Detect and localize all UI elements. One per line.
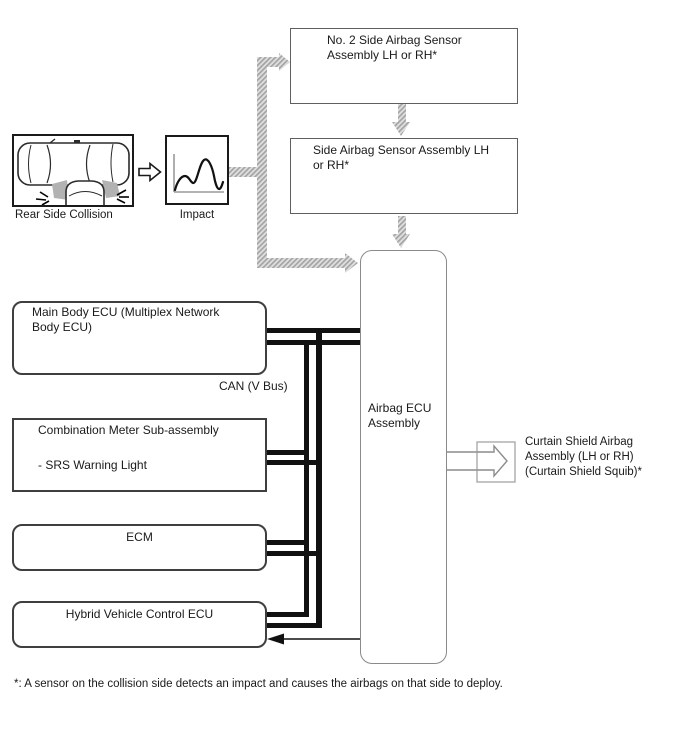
side-sensor-text-line2: or RH*	[313, 158, 350, 172]
arrowhead-left-icon	[267, 634, 284, 645]
can-stub-ecm-top	[266, 540, 309, 545]
box-ecm	[12, 524, 267, 571]
car-collision-illustration	[14, 136, 132, 205]
squib-connector	[447, 442, 515, 482]
hatch-arrow-no2-to-side-sensor	[392, 103, 410, 136]
hatch-branch-top	[263, 57, 280, 67]
main-body-ecu-text-line1: Main Body ECU (Multiplex Network	[32, 305, 220, 319]
can-bus-v-outer	[316, 331, 322, 628]
hatch-arrow-side-sensor-to-ecu	[392, 216, 410, 248]
curtain-label-line3: (Curtain Shield Squib)*	[525, 466, 642, 478]
srs-warning-light-item: - SRS Warning Light	[38, 458, 147, 472]
hatch-line-vertical	[257, 57, 267, 268]
can-stub-ecm-bottom	[266, 551, 322, 556]
can-stub-meter-bottom	[266, 460, 322, 465]
hatch-branch-bottom	[257, 258, 345, 268]
airbag-ecu-text-line2: Assembly	[368, 416, 421, 430]
can-bus-h-top	[266, 328, 361, 333]
box-side-airbag-sensor	[290, 138, 518, 214]
can-bus-label: CAN (V Bus)	[219, 379, 288, 393]
can-stub-hybrid-top	[266, 612, 309, 617]
side-sensor-text-line1: Side Airbag Sensor Assembly LH	[313, 143, 490, 157]
arrow-ecu-to-hybrid	[267, 634, 360, 645]
can-stub-hybrid-bottom	[266, 623, 322, 628]
box-hybrid-vehicle-control-ecu	[12, 601, 267, 648]
combination-meter-title: Combination Meter Sub-assembly	[38, 423, 219, 437]
impact-label: Impact	[179, 209, 215, 221]
can-bus-h-bottom	[266, 340, 361, 345]
curtain-label-line2: Assembly (LH or RH)	[525, 451, 634, 463]
main-body-ecu-text-line2: Body ECU)	[32, 320, 93, 334]
can-bus-v-inner	[304, 343, 309, 617]
box-no2-side-airbag-sensor	[290, 28, 518, 104]
curtain-shield-airbag-label	[525, 435, 642, 480]
hybrid-ecu-label: Hybrid Vehicle Control ECU	[65, 607, 214, 621]
box-combination-meter	[12, 418, 267, 492]
collision-label: Rear Side Collision	[15, 209, 113, 221]
box-airbag-ecu-assembly	[360, 250, 447, 664]
ecm-label: ECM	[126, 530, 153, 544]
can-bus-lines	[266, 328, 361, 628]
can-stub-meter-top	[266, 450, 309, 455]
impact-waveform	[167, 137, 227, 203]
no2-sensor-text-line1: No. 2 Side Airbag Sensor	[327, 33, 462, 47]
airbag-ecu-text-line1: Airbag ECU	[368, 401, 432, 415]
curtain-label-line1: Curtain Shield Airbag	[525, 436, 634, 448]
hatch-line-impact-out	[229, 167, 259, 177]
striking-vehicle	[66, 181, 104, 205]
footnote: *: A sensor on the collision side detects an impact and causes the airbags on that side to deploy.	[14, 678, 503, 690]
box-impact	[165, 135, 229, 205]
no2-sensor-text-line2: Assembly LH or RH*	[327, 48, 438, 62]
box-main-body-ecu	[12, 301, 267, 375]
impact-flash-left	[36, 192, 49, 205]
hatch-arrowhead-to-airbag-ecu-icon	[345, 253, 358, 273]
hatch-arrowhead-to-no2-sensor-icon	[279, 53, 290, 71]
box-rear-side-collision	[12, 134, 134, 207]
arrow-collision-to-impact-icon	[139, 164, 161, 181]
